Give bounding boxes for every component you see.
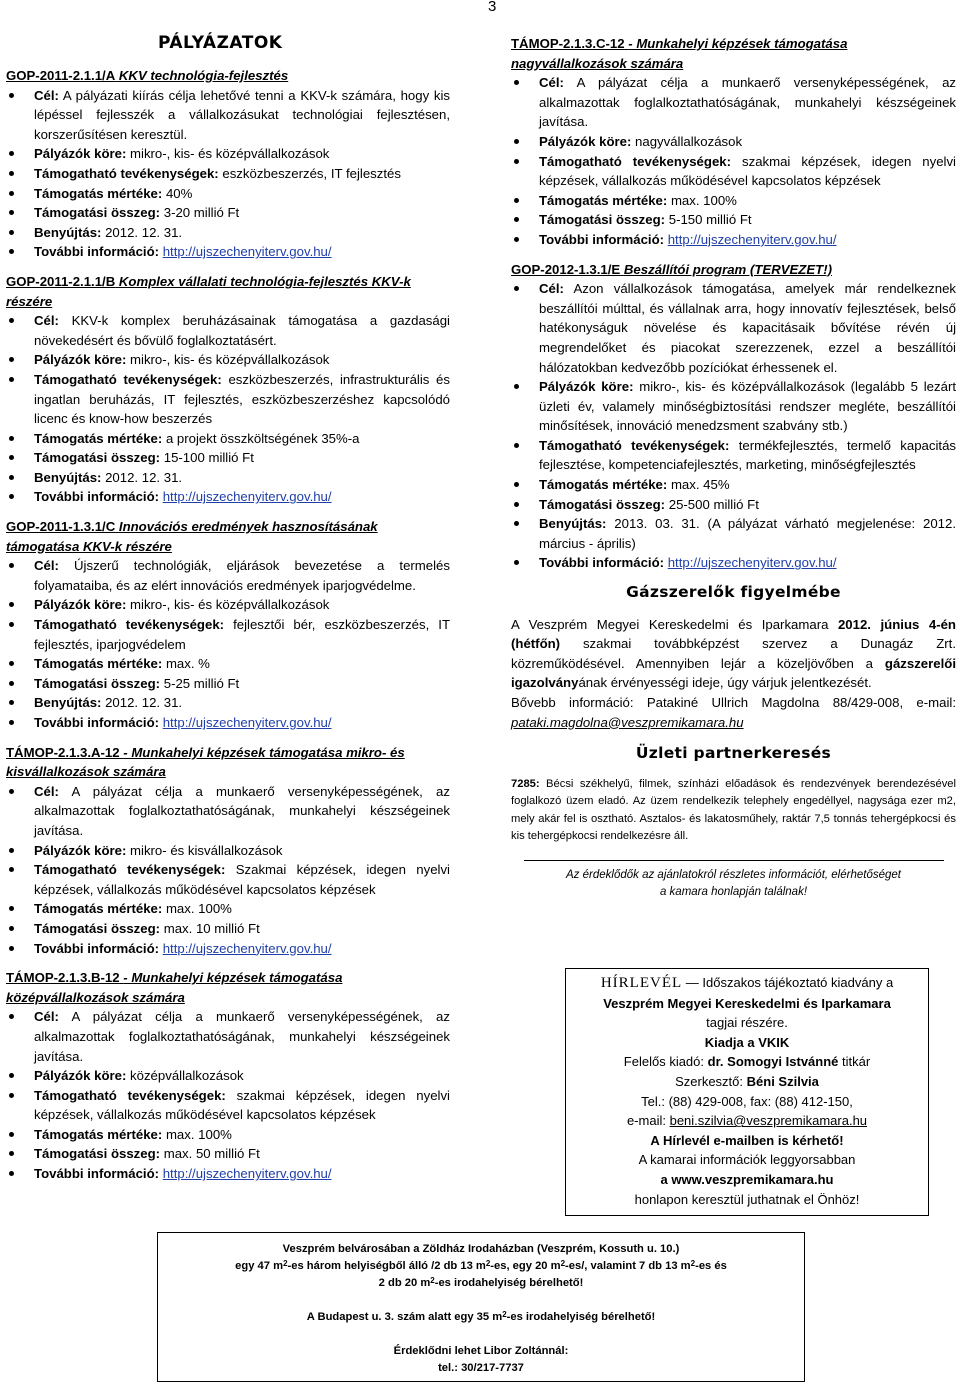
list-item (6, 899, 450, 919)
list-item (6, 1066, 450, 1086)
list-item (6, 1144, 450, 1164)
call-section (6, 66, 450, 262)
partner-section-title: Üzleti partnerkeresés (635, 744, 832, 763)
call-title: - Munkahelyi képzések támogatása nagyvállalkozások számára (511, 36, 848, 71)
writer-name: Béni Szilvia (746, 1073, 819, 1089)
newsletter-audience: tagjai részére. (706, 1015, 788, 1031)
item-label: Cél: (539, 281, 564, 297)
list-item (6, 242, 450, 262)
item-value: fejlesztői bér, eszközbeszerzés, IT fejlesztés, iparjogvédelem (34, 617, 450, 652)
call-details-list (6, 1007, 450, 1183)
gas-date: 2012. június 4-én (hétfőn) (511, 616, 956, 652)
item-value: 2012. 12. 31. (105, 469, 183, 485)
item-label: Támogatható tevékenységek: (34, 1087, 226, 1103)
item-label: Támogatás mértéke: (34, 1126, 163, 1142)
call-details-list (511, 279, 956, 573)
item-label: Támogatható tevékenységek: (34, 862, 226, 878)
rental-contact: Érdeklődni lehet Libor Zoltánnál: (393, 1345, 569, 1357)
rental-line-2: egy 47 $m^2-es$ három helyiségből álló /2 db 13 $m^2-es$, egy 20 $m^2-es/$, valamint 7 db 13 $m^2-es$ és (235, 1259, 727, 1272)
item-label: További információ: (34, 489, 160, 505)
info-link[interactable]: http://ujszechenyiterv.gov.hu/ (667, 231, 837, 247)
call-section (511, 34, 956, 250)
item-value: 5-25 millió Ft (163, 675, 240, 691)
rental-line-1: Veszprém belvárosában a Zöldház Irodaházban (Veszprém, Kossuth u. 10.) (282, 1243, 680, 1255)
item-label: Támogatás mértéke: (34, 430, 163, 446)
gas-text-2: szakmai továbbképzést szervez a Dunagáz Zrt. közreműködésével. Amennyiben lejár a közeljövőben a (511, 636, 957, 671)
call-code: GOP-2011-1.3.1/C (6, 519, 116, 535)
info-link[interactable]: http://ujszechenyiterv.gov.hu/ (162, 1166, 332, 1182)
info-link[interactable]: http://ujszechenyiterv.gov.hu/ (162, 715, 332, 730)
item-value: A pályázat célja a munkaerő versenyképességének, az alkalmazottak foglalkoztathatóságának, munkahelyi készségeinek javítása. (34, 1009, 450, 1064)
item-label: Pályázók köre: (34, 352, 127, 368)
item-label: Benyújtás: (34, 695, 102, 711)
call-details-list (511, 73, 956, 249)
item-label: Pályázók köre: (539, 133, 632, 149)
item-value: 5-150 millió Ft (668, 212, 752, 228)
info-link[interactable]: http://ujszechenyiterv.gov.hu/ (162, 244, 332, 260)
item-label: Cél: (34, 87, 59, 103)
divider (524, 860, 944, 861)
newsletter-org: Veszprém Megyei Kereskedelmi és Iparkamara (603, 995, 891, 1011)
call-section (6, 968, 450, 1184)
item-value: termékfejlesztés, termelő kapacitás fejlesztése, kompetenciafejlesztés, marketing, minőségfejlesztés (539, 437, 956, 473)
call-section-heading (6, 968, 450, 1007)
call-section-heading (6, 517, 450, 556)
right-sections (511, 34, 956, 573)
page-number: 3 (488, 0, 497, 15)
item-label: További információ: (34, 940, 160, 956)
list-item (6, 370, 450, 429)
list-item (511, 377, 956, 436)
item-label: Benyújtás: (539, 516, 607, 532)
call-code: GOP-2011-2.1.1/A (6, 68, 116, 83)
call-section (511, 260, 956, 574)
partner-note-line-2: a kamara honlapján találnak! (659, 885, 808, 898)
list-item (6, 144, 450, 164)
list-item (511, 514, 956, 553)
info-link[interactable]: http://ujszechenyiterv.gov.hu/ (162, 489, 332, 505)
item-value: Újszerű technológiák, eljárások bevezetése a termelés folyamataiba, és az elért innovációs eredmények iparjogvédelme. (34, 558, 450, 593)
call-details-list (6, 556, 450, 732)
item-label: Támogatható tevékenységek: (34, 617, 225, 633)
list-item (511, 436, 956, 475)
item-label: Támogatás mértéke: (539, 477, 668, 493)
item-label: Benyújtás: (34, 469, 102, 485)
newsletter-tagline: — Időszakos tájékoztató kiadvány a (685, 975, 894, 990)
list-item (6, 919, 450, 939)
item-label: Támogatási összeg: (539, 496, 666, 512)
list-item (511, 210, 956, 230)
rental-line-3: 2 db 20 $m^2-es$ irodahelyiség bérelhető! (378, 1276, 584, 1289)
item-label: Cél: (539, 75, 564, 91)
info-link[interactable]: http://ujszechenyiterv.gov.hu/ (667, 555, 837, 571)
list-item (6, 448, 450, 468)
item-label: Cél: (34, 558, 59, 574)
list-item (511, 73, 956, 132)
item-value: mikro-, kis- és középvállalkozások (legalább 5 lezárt üzleti év, valamely minőségbiztosítási rendszer megléte, beszállítói minősítések, innováció menedzsment szabvány stb.) (539, 379, 957, 434)
newsletter-email-label: e-mail: (626, 1113, 666, 1129)
item-value: max. 45% (670, 477, 730, 493)
left-sections (6, 66, 450, 1184)
editor-label: Felelős kiadó: (623, 1054, 705, 1070)
call-section (6, 517, 450, 733)
list-item (6, 1086, 450, 1125)
left-column (6, 34, 450, 1194)
list-item (6, 693, 450, 713)
list-item (6, 203, 450, 223)
item-value: eszközbeszerzés, IT fejlesztés (222, 165, 401, 181)
list-item (511, 191, 956, 211)
call-code: TÁMOP-2.1.3.C-12 (511, 36, 625, 51)
list-item (6, 841, 450, 861)
newsletter-publisher: Kiadja a VKIK (704, 1034, 790, 1050)
item-value: 2012. 12. 31. (105, 224, 183, 240)
item-value: max. 50 millió Ft (163, 1146, 260, 1162)
list-item (6, 674, 450, 694)
list-item (6, 860, 450, 899)
item-label: Pályázók köre: (34, 842, 127, 858)
item-label: További információ: (34, 1166, 160, 1182)
partner-offer (511, 776, 956, 846)
item-label: Támogatás mértéke: (34, 656, 163, 672)
item-value: Szakmai képzések, idegen nyelvi képzések, vállalkozás működésével kapcsolatos képzések (34, 862, 450, 897)
item-label: Támogatási összeg: (34, 450, 161, 466)
call-section-heading (511, 260, 956, 280)
item-label: Támogatási összeg: (539, 212, 666, 228)
item-value: 2013. 03. 31. (A pályázat várható megjelenése: 2012. március - április) (539, 516, 956, 551)
editor-name: dr. Somogyi Istvánné (707, 1054, 839, 1070)
call-title: - Munkahelyi képzések támogatása középvállalkozások számára (6, 970, 343, 1005)
list-item (6, 311, 450, 350)
item-label: Támogatható tevékenységek: (34, 371, 222, 387)
list-item (511, 132, 956, 152)
partner-note-line-1: Az érdeklődők az ajánlatokról részletes információt, elérhetőséget (566, 868, 901, 881)
item-label: Támogatás mértéke: (34, 185, 163, 201)
item-label: Támogatás mértéke: (539, 192, 668, 208)
call-title: KKV technológia-fejlesztés (118, 68, 289, 83)
gas-section-title: Gázszerelők figyelmébe (626, 583, 841, 602)
item-label: Cél: (34, 1009, 59, 1025)
item-value: nagyvállalkozások (635, 133, 743, 149)
list-item (6, 350, 450, 370)
list-item (511, 553, 956, 573)
list-item (6, 1164, 450, 1184)
call-title: Innovációs eredmények hasznosításának támogatása KKV-k részére (6, 519, 378, 554)
partner-note (511, 867, 956, 901)
list-item (511, 152, 956, 191)
call-section-heading (6, 743, 450, 782)
item-label: Pályázók köre: (34, 1068, 127, 1084)
item-label: További információ: (34, 244, 160, 260)
newsletter-website[interactable]: a www.veszpremikamara.hu (660, 1171, 834, 1187)
page-title: PÁLYÁZATOK (158, 33, 283, 53)
list-item (6, 468, 450, 488)
list-item (6, 615, 450, 654)
item-label: Benyújtás: (34, 224, 102, 240)
call-section-heading (511, 34, 956, 73)
item-value: szakmai képzések, idegen nyelvi képzések, vállalkozás működésével kapcsolatos képzések (34, 1087, 450, 1123)
item-value: Azon vállalkozások támogatása, amelyek már rendelkeznek beszállítói múlttal, és vállalnak arra, hogy innovatív fejlesztések, belső hatékonyságuk növelése és kapacitásaik bővítése révén új megrendelőket és piacokat szerezzenek, ezzel a beszállítói hálózatokban kedvezőbb pozíciókat érhessenek el. (539, 281, 956, 375)
gas-text-4: Bővebb információ: Patakiné Ullrich Magdolna 88/429-008, e-mail: (511, 695, 956, 710)
list-item (6, 556, 450, 595)
call-title: Komplex vállalati technológia-fejlesztés KKV-k részére (6, 273, 411, 309)
item-label: Támogatási összeg: (34, 1146, 161, 1162)
item-value: 40% (165, 185, 193, 201)
gas-text-1: A Veszprém Megyei Kereskedelmi és Iparkamara (511, 616, 829, 632)
list-item (6, 595, 450, 615)
call-section-heading (6, 272, 450, 311)
call-title: - Munkahelyi képzések támogatása mikro- és kisvállalkozások számára (6, 744, 405, 780)
item-value: max. 100% (165, 1126, 232, 1142)
partner-offer-text: Bécsi székhelyű, filmek, színházi előadások és rendezvények berendezésével foglalkozó üzem eladó. Az üzem rendelkezik telephely engedéllyel, nagysága ezer m2, mely akár fel is osztható. Asztalos- és lakatosműhely, raktár 7,5 tonnás tehergépkocsi és kis tehergépkocsi rendelkezésre áll. (511, 777, 956, 843)
item-label: Pályázók köre: (34, 146, 127, 162)
item-label: Támogatható tevékenységek: (34, 165, 219, 181)
list-item (6, 86, 450, 145)
item-value: szakmai képzések, idegen nyelvi képzések, vállalkozás működésével kapcsolatos képzések (539, 153, 956, 189)
item-label: További információ: (539, 555, 665, 571)
call-section (6, 743, 450, 959)
item-label: Pályázók köre: (34, 597, 127, 613)
list-item (511, 475, 956, 495)
item-value: 3-20 millió Ft (163, 205, 240, 221)
list-item (511, 230, 956, 250)
item-value: A pályázat célja a munkaerő versenyképességének, az alkalmazottak foglalkoztathatóságának, munkahelyi készségeinek javítása. (34, 783, 450, 838)
list-item (511, 279, 956, 377)
item-value: max. 100% (165, 901, 232, 917)
rental-phone: tel.: 30/217-7737 (438, 1362, 524, 1374)
item-label: Támogatási összeg: (34, 920, 161, 936)
item-value: mikro-, kis- és középvállalkozások (130, 597, 330, 613)
item-label: Támogatható tevékenységek: (539, 437, 730, 453)
call-details-list (6, 86, 450, 262)
item-label: Cél: (34, 313, 59, 329)
item-label: További információ: (539, 231, 665, 247)
gas-license: gázszerelői igazolvány (511, 655, 956, 691)
newsletter-email-cta: A Hírlevél e-mailben is kérhető! (650, 1132, 844, 1148)
item-value: mikro-, kis- és középvállalkozások (130, 146, 330, 162)
gas-paragraph (511, 615, 956, 733)
item-label: Támogatható tevékenységek: (539, 153, 732, 169)
info-link[interactable]: http://ujszechenyiterv.gov.hu/ (162, 940, 332, 956)
call-section (6, 272, 450, 507)
right-column (511, 34, 956, 901)
list-item (6, 654, 450, 674)
list-item (6, 713, 450, 733)
item-value: max. 10 millió Ft (163, 920, 260, 936)
item-label: Támogatás mértéke: (34, 901, 163, 917)
partner-offer-code: 7285: (511, 777, 540, 790)
call-code: TÁMOP-2.1.3.B-12 (6, 970, 120, 986)
item-value: középvállalkozások (130, 1068, 244, 1084)
call-details-list (6, 311, 450, 507)
writer-label: Szerkesztő: (675, 1073, 744, 1089)
list-item (6, 429, 450, 449)
newsletter-email-link[interactable]: beni.szilvia@veszpremikamara.hu (669, 1113, 868, 1129)
call-section-heading (6, 66, 450, 86)
call-title: Beszállítói program (TERVEZET!) (623, 261, 832, 277)
gas-email-link[interactable]: pataki.magdolna@veszpremikamara.hu (511, 714, 744, 730)
list-item (511, 495, 956, 515)
list-item (6, 184, 450, 204)
item-value: 2012. 12. 31. (105, 695, 183, 711)
item-value: max. % (165, 656, 210, 672)
item-value: A pályázati kiírás célja lehetővé tenni a KKV-k számára, hogy kis lépéssel fejlesszék a vállalkozásukat technológiai fejlesztésen, korszerűsítésen keresztül. (34, 87, 451, 142)
list-item (6, 487, 450, 507)
rental-line-4: A Budapest u. 3. szám alatt egy 35 $m^2-es$ irodahelyiség bérelhető! (306, 1310, 656, 1323)
editor-role: titkár (842, 1054, 871, 1070)
office-rental-box (157, 1232, 805, 1382)
item-value: 15-100 millió Ft (163, 450, 254, 466)
newsletter-imprint-box (565, 968, 929, 1216)
item-label: Támogatási összeg: (34, 205, 161, 221)
list-item (6, 164, 450, 184)
call-code: GOP-2011-2.1.1/B (6, 273, 116, 289)
item-value: max. 100% (670, 192, 737, 208)
item-label: További információ: (34, 715, 160, 730)
list-item (6, 1007, 450, 1066)
item-value: mikro- és kisvállalkozások (130, 842, 283, 858)
item-label: Pályázók köre: (539, 379, 634, 395)
list-item (6, 1125, 450, 1145)
item-value: 25-500 millió Ft (668, 496, 759, 512)
item-value: eszközbeszerzés, infrastrukturális és ingatlan beruházás, IT fejlesztés, eszközbeszerzéshez kapcsolódó licenc és know-how beszerzés (34, 371, 450, 427)
item-value: mikro-, kis- és középvállalkozások (130, 352, 330, 368)
call-code: GOP-2012-1.3.1/E (511, 261, 621, 277)
newsletter-info-3: honlapon keresztül juthatnak el Önhöz! (634, 1191, 860, 1207)
call-code: TÁMOP-2.1.3.A-12 (6, 744, 120, 760)
item-value: A pályázat célja a munkaerő versenyképességének, az alkalmazottak foglalkoztathatóságának, munkahelyi készségeinek javítása. (539, 75, 957, 130)
newsletter-brand: HÍRLEVÉL (600, 975, 683, 991)
call-details-list (6, 782, 450, 958)
list-item (6, 939, 450, 959)
item-label: Támogatási összeg: (34, 675, 161, 691)
item-label: Cél: (34, 783, 59, 799)
newsletter-phone: Tel.: (88) 429-008, fax: (88) 412-150, (641, 1093, 853, 1109)
list-item (6, 782, 450, 841)
item-value: a projekt összköltségének 35%-a (165, 430, 360, 446)
list-item (6, 223, 450, 243)
gas-text-3: ának érvényességi ideje, úgy várjuk jelentkezését. (578, 675, 872, 691)
newsletter-info-1: A kamarai információk leggyorsabban (638, 1152, 856, 1168)
item-value: KKV-k komplex beruházásainak támogatása a gazdasági növekedésért és bővülő foglalkoztatásért. (34, 313, 450, 348)
